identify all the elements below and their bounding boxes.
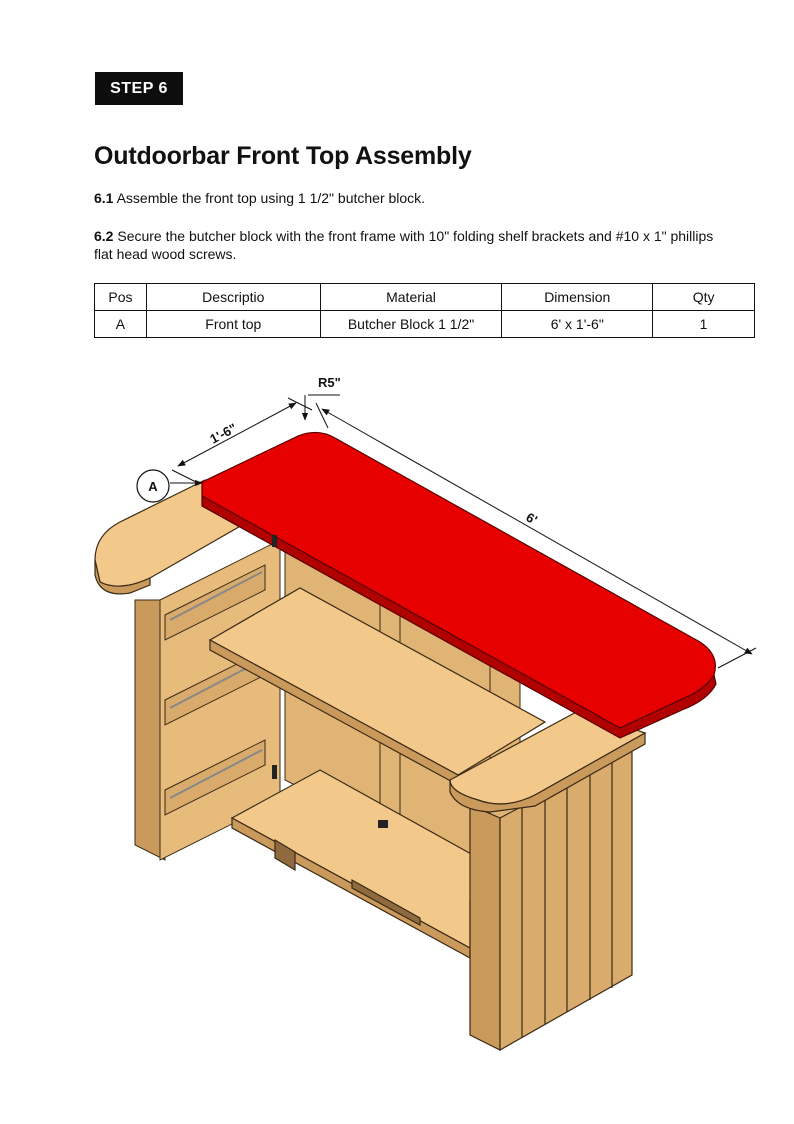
cell-material: Butcher Block 1 1/2" <box>320 311 502 338</box>
cell-qty: 1 <box>653 311 755 338</box>
dim-width: 1'-6" <box>207 420 240 447</box>
step-6-1 <box>94 189 734 207</box>
callout-label: A <box>148 479 158 494</box>
table-row <box>95 311 755 338</box>
bar-assembly-drawing <box>80 362 780 1062</box>
header-material: Material <box>320 284 502 311</box>
step-number: 6.2 <box>94 228 114 244</box>
dim-length: 6' <box>523 509 540 528</box>
dim-radius: R5" <box>318 375 341 390</box>
header-description: Descriptio <box>146 284 320 311</box>
header-dimension: Dimension <box>502 284 653 311</box>
page-title: Outdoorbar Front Top Assembly <box>94 142 472 170</box>
table-header-row <box>95 284 755 311</box>
header-qty: Qty <box>653 284 755 311</box>
step-6-2 <box>94 227 734 263</box>
step-badge: STEP 6 <box>95 72 183 105</box>
cell-pos: A <box>95 311 147 338</box>
step-number: 6.1 <box>94 190 114 206</box>
cell-dimension: 6' x 1'-6" <box>502 311 653 338</box>
callout-a <box>137 470 169 502</box>
step-text: Assemble the front top using 1 1/2" butcher block. <box>113 190 426 206</box>
header-pos: Pos <box>95 284 147 311</box>
cell-description: Front top <box>146 311 320 338</box>
parts-table <box>94 283 755 338</box>
step-text: Secure the butcher block with the front frame with 10" folding shelf brackets and #10 x 1" phillips flat head wood screws. <box>94 228 714 262</box>
